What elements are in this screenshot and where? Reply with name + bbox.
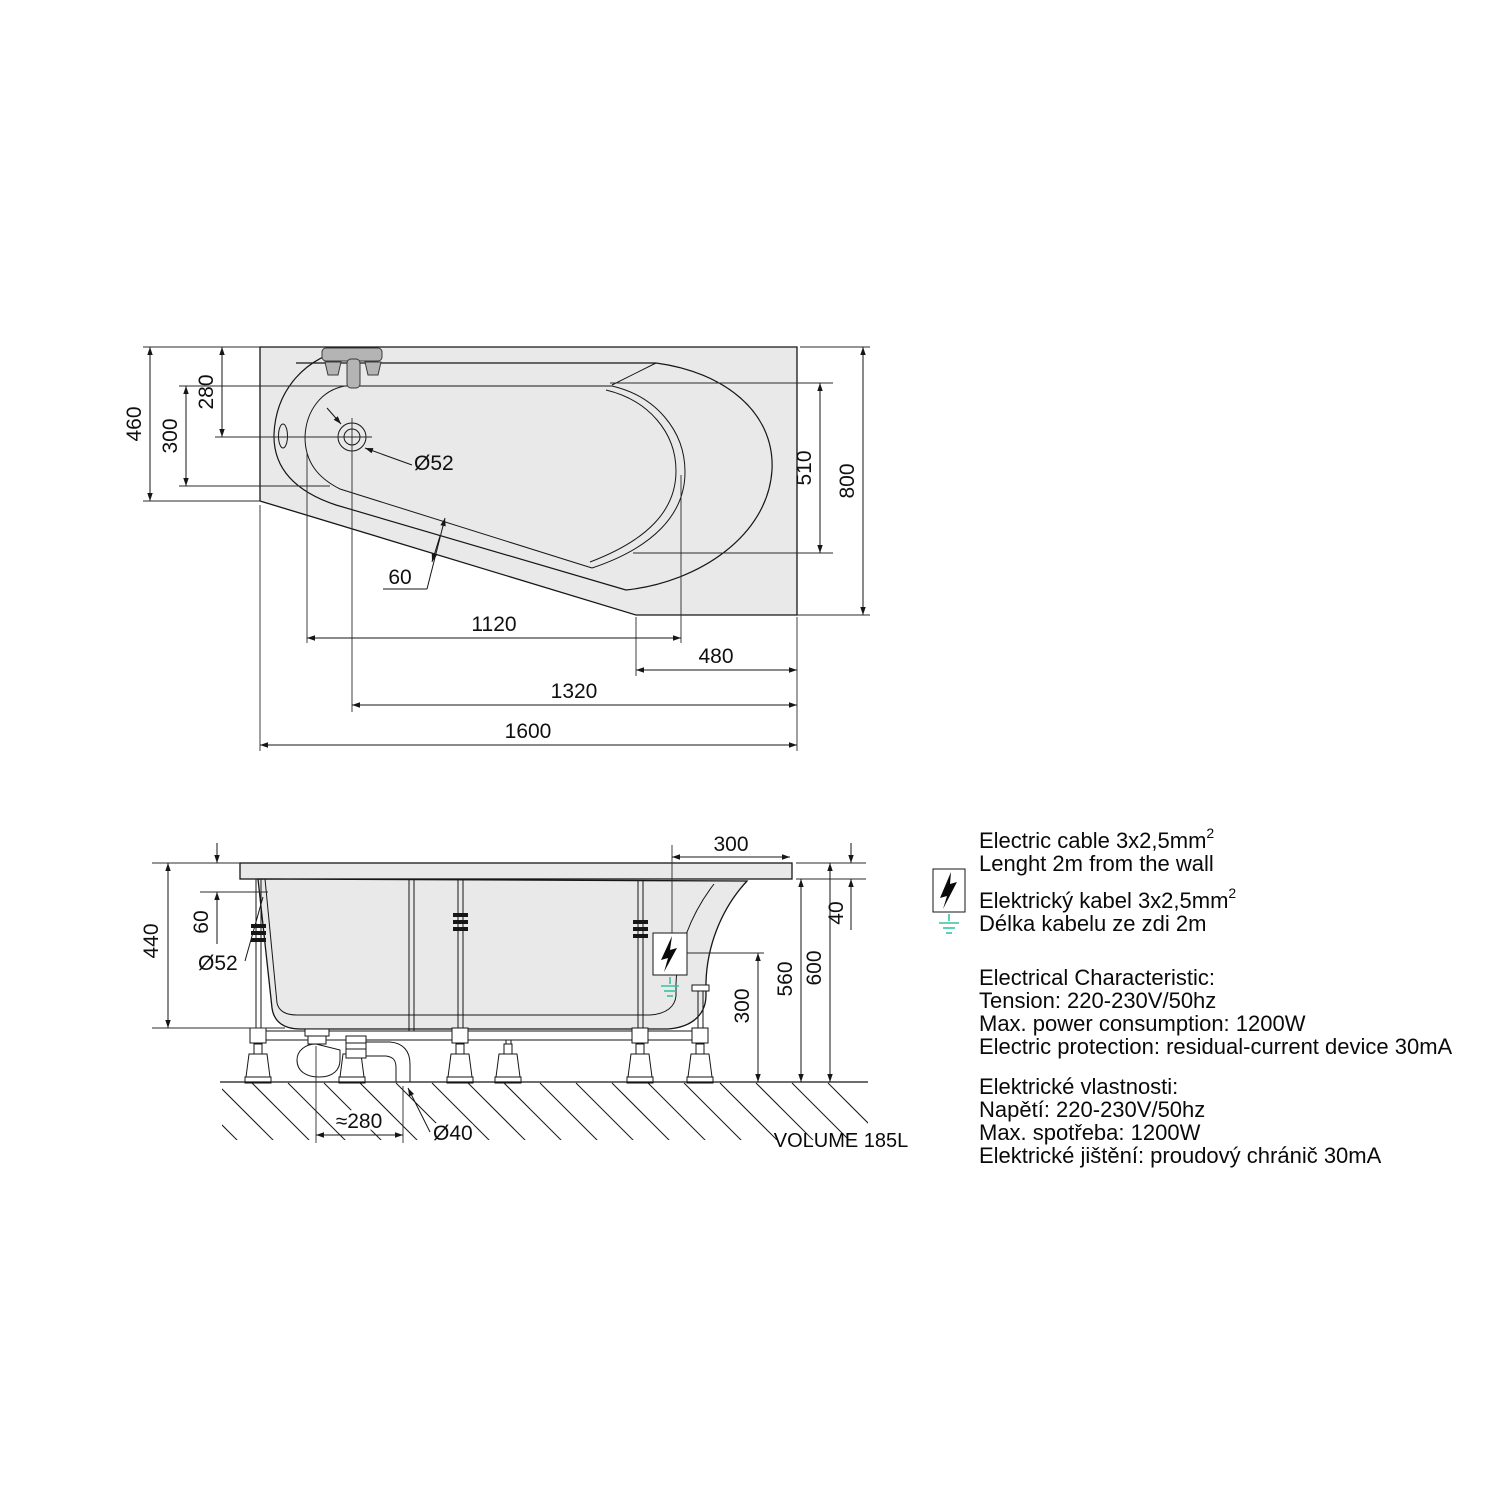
side-drainpipe-label: Ø40 (433, 1122, 473, 1145)
dim-600: 600 (803, 950, 826, 986)
dim-440: 440 (140, 923, 163, 959)
legend-elec-cz-3: Elektrické jištění: proudový chránič 30mA (979, 1143, 1382, 1168)
legend-elec-en-title: Electrical Characteristic: (979, 965, 1215, 990)
legend-elec-en-3: Electric protection: residual-current device 30mA (979, 1034, 1453, 1059)
side-overflow-leader (245, 897, 263, 961)
plan-drain-label: Ø52 (414, 452, 454, 475)
legend-cable-en-2: Lenght 2m from the wall (979, 851, 1214, 876)
legend-elec-cz-1: Napětí: 220-230V/50hz (979, 1097, 1206, 1122)
legend-elec-en-1: Tension: 220-230V/50hz (979, 988, 1217, 1013)
side-overflow-label: Ø52 (198, 952, 238, 975)
dim-800: 800 (836, 463, 859, 499)
volume-label: VOLUME 185L (773, 1130, 909, 1152)
plan-view (123, 347, 870, 751)
legend-elec-cz-title: Elektrické vlastnosti: (979, 1074, 1179, 1099)
side-view (140, 833, 908, 1152)
dim-1120: 1120 (471, 613, 517, 636)
legend-cable-cz-2: Délka kabelu ze zdi 2m (979, 911, 1207, 936)
dim-60-side: 60 (190, 910, 213, 934)
legend-earth-icon (939, 914, 959, 933)
dim-1320: 1320 (550, 680, 598, 703)
rim-slab (240, 863, 792, 879)
dim-280-approx: ≈280 (335, 1110, 383, 1133)
legend-elec-en-2: Max. power consumption: 1200W (979, 1011, 1306, 1036)
dim-40: 40 (825, 901, 848, 925)
plan-rim-width-label: 60 (388, 566, 412, 589)
legend-cable-cz-1: Elektrický kabel $3x2,5mm^2$ (979, 885, 1237, 913)
dim-300-top: 300 (713, 833, 749, 856)
legend-elec-cz-2: Max. spotřeba: 1200W (979, 1120, 1201, 1145)
dim-560: 560 (774, 961, 797, 997)
legend-cable-en-1: Electric cable $3x2,5mm^2$ (979, 825, 1215, 853)
dim-280: 280 (195, 374, 218, 410)
legend (933, 825, 1453, 1168)
dim-1600: 1600 (504, 720, 552, 743)
dim-510: 510 (793, 450, 816, 486)
dim-480: 480 (698, 645, 734, 668)
dim-460: 460 (123, 406, 146, 442)
dim-300: 300 (159, 418, 182, 454)
dim-300-height: 300 (731, 988, 754, 1024)
